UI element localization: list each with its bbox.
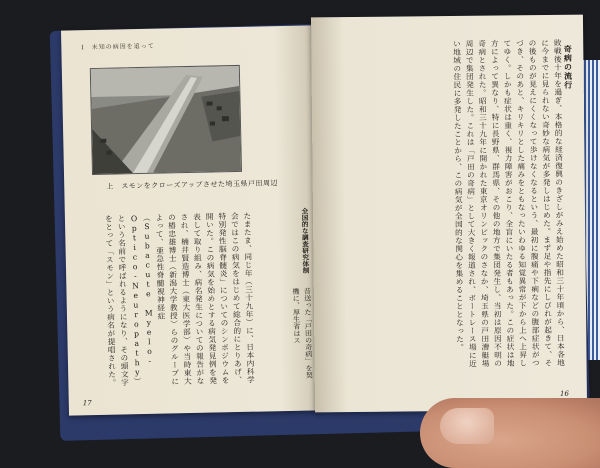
open-book xyxy=(55,6,590,436)
right-page xyxy=(311,15,587,413)
thumbnail-nail xyxy=(440,408,494,444)
chapter-title: 奇病の流行 xyxy=(563,44,573,90)
left-body-text: たまたま、同じ年（三十九年）に、日本内科学会ではこの病気をはじめて総合的にとりあげ、特別発性脳脊髄炎」についてのシンポジウムを開いた。この病気を始めとする病気発見例を発表して取り組み、病名発生についての報告がなされ、楠井賢造博士（東大医学部）や当時東大の椿忠雄博士（新潟大学教授）らのグループによって、亜急性脊髄視神経症（Subacute Myelo-Optico-Neuropathy）という名前で呼ばれるようになり、その頭文字をとって「スモン」という病名が提唱された。 xyxy=(104,211,256,387)
page-number-right: 16 xyxy=(559,389,569,398)
sidebar-heading-text: 全国的な調査研究体制 xyxy=(299,207,310,274)
right-body-text: 敗戦後十年を過ぎ、本格的な経済復興のきざしがみえ始めた昭和三十年頃から、日本各地に今までに見られない奇妙な病気が多発しはじめた。まず足や指先にしびれが起きて、その後ものが見えにくくなって歩けなくなるという、最初に腹痛や下痢などの腹部症状がつづき、そのあと、キリキリとした痛みをともなったいわゆる知覚異常が下から上へ上昇してゆく。しかも症状は重く、視力障害がおこり、全盲にいたる者もあった。この症状は地方によって異なり、特に長野県、群馬県、その他の地方で集団発生し、当初は原因不明の奇病とされた。昭和三十九年に開かれた東京オリンピックのさなか、埼玉県の戸田漕艇場周辺で集団発生した。これは「戸田の奇病」として大きく報道され、ボートレース場に近い地域の住民に多発したことから、この病気が全国的な関心を集めることとなった。 xyxy=(452,38,566,368)
page-number-left: 17 xyxy=(82,399,92,408)
running-head: Ⅰ 未知の病因を追って xyxy=(81,42,155,52)
photo-caption: 上 スモンをクローズアップさせた埼玉県戸田周辺 xyxy=(106,179,278,191)
photo-figure xyxy=(90,65,242,175)
sidebar-text: 昔送った「戸田の奇病」を契機に、厚生省はス xyxy=(291,287,314,379)
left-page xyxy=(61,25,319,415)
